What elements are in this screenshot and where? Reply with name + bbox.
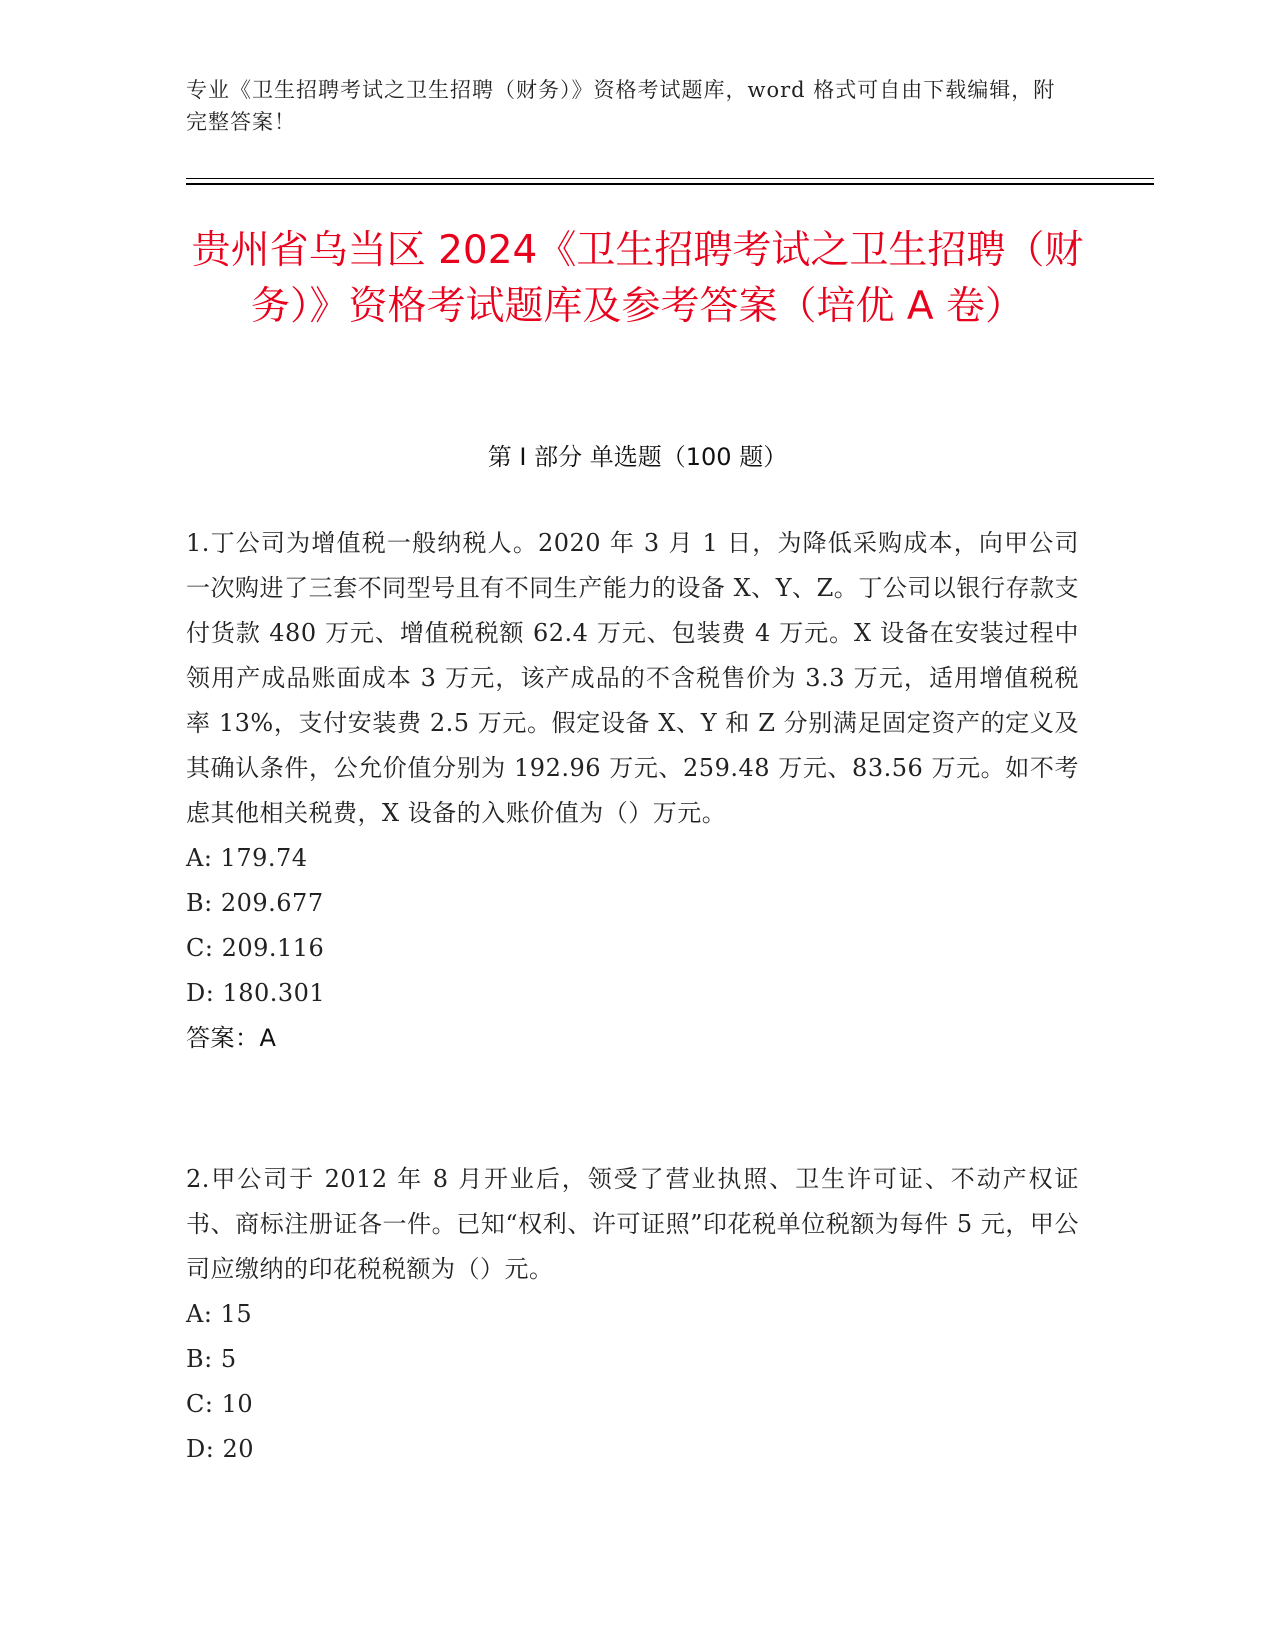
option-b: B: 5 bbox=[186, 1345, 237, 1373]
question-stem: 1.丁公司为增值税一般纳税人。2020 年 3 月 1 日，为降低采购成本，向甲公司一次购进了三套不同型号且有不同生产能力的设备 X、Y、Z。丁公司以银行存款支付货款 480 万元、增值税税额 62.4 万元、包装费 4 万元。X 设备在安装过程中领用产成品账面成本 3 万元，该产成品的不含税售价为 3.3 万元，适用增值税税率 13%，支付安装费 2.5 万元。假定设备 X、Y 和 Z 分别满足固定资产的定义及其确认条件，公允价值分别为 192.96 万元、259.48 万元、83.56 万元。如不考虑其他相关税费，X 设备的入账价值为（）万元。 bbox=[186, 529, 1079, 827]
question-stem: 2.甲公司于 2012 年 8 月开业后，领受了营业执照、卫生许可证、不动产权证书、商标注册证各一件。已知“权利、许可证照”印花税单位税额为每件 5 元，甲公司应缴纳的印花税税额为（）元。 bbox=[186, 1165, 1079, 1283]
option-c: C: 10 bbox=[186, 1390, 254, 1418]
section-heading: 第 I 部分 单选题（100 题） bbox=[487, 443, 788, 471]
header-note: 专业《卫生招聘考试之卫生招聘（财务）》资格考试题库，word 格式可自由下载编辑，附完整答案！ bbox=[186, 78, 1056, 134]
answer-line: 答案：A bbox=[186, 1024, 277, 1052]
header-divider-thin bbox=[186, 178, 1154, 179]
question-1 bbox=[186, 521, 1079, 1061]
option-a: A: 15 bbox=[186, 1300, 253, 1328]
header-divider-thick bbox=[186, 183, 1154, 185]
option-a: A: 179.74 bbox=[186, 844, 308, 872]
option-b: B: 209.677 bbox=[186, 889, 324, 917]
option-d: D: 180.301 bbox=[186, 979, 326, 1007]
option-d: D: 20 bbox=[186, 1435, 254, 1463]
option-c: C: 209.116 bbox=[186, 934, 325, 962]
question-2 bbox=[186, 1157, 1079, 1472]
document-title: 贵州省乌当区 2024《卫生招聘考试之卫生招聘（财务）》资格考试题库及参考答案（培优 A 卷） bbox=[191, 228, 1084, 329]
